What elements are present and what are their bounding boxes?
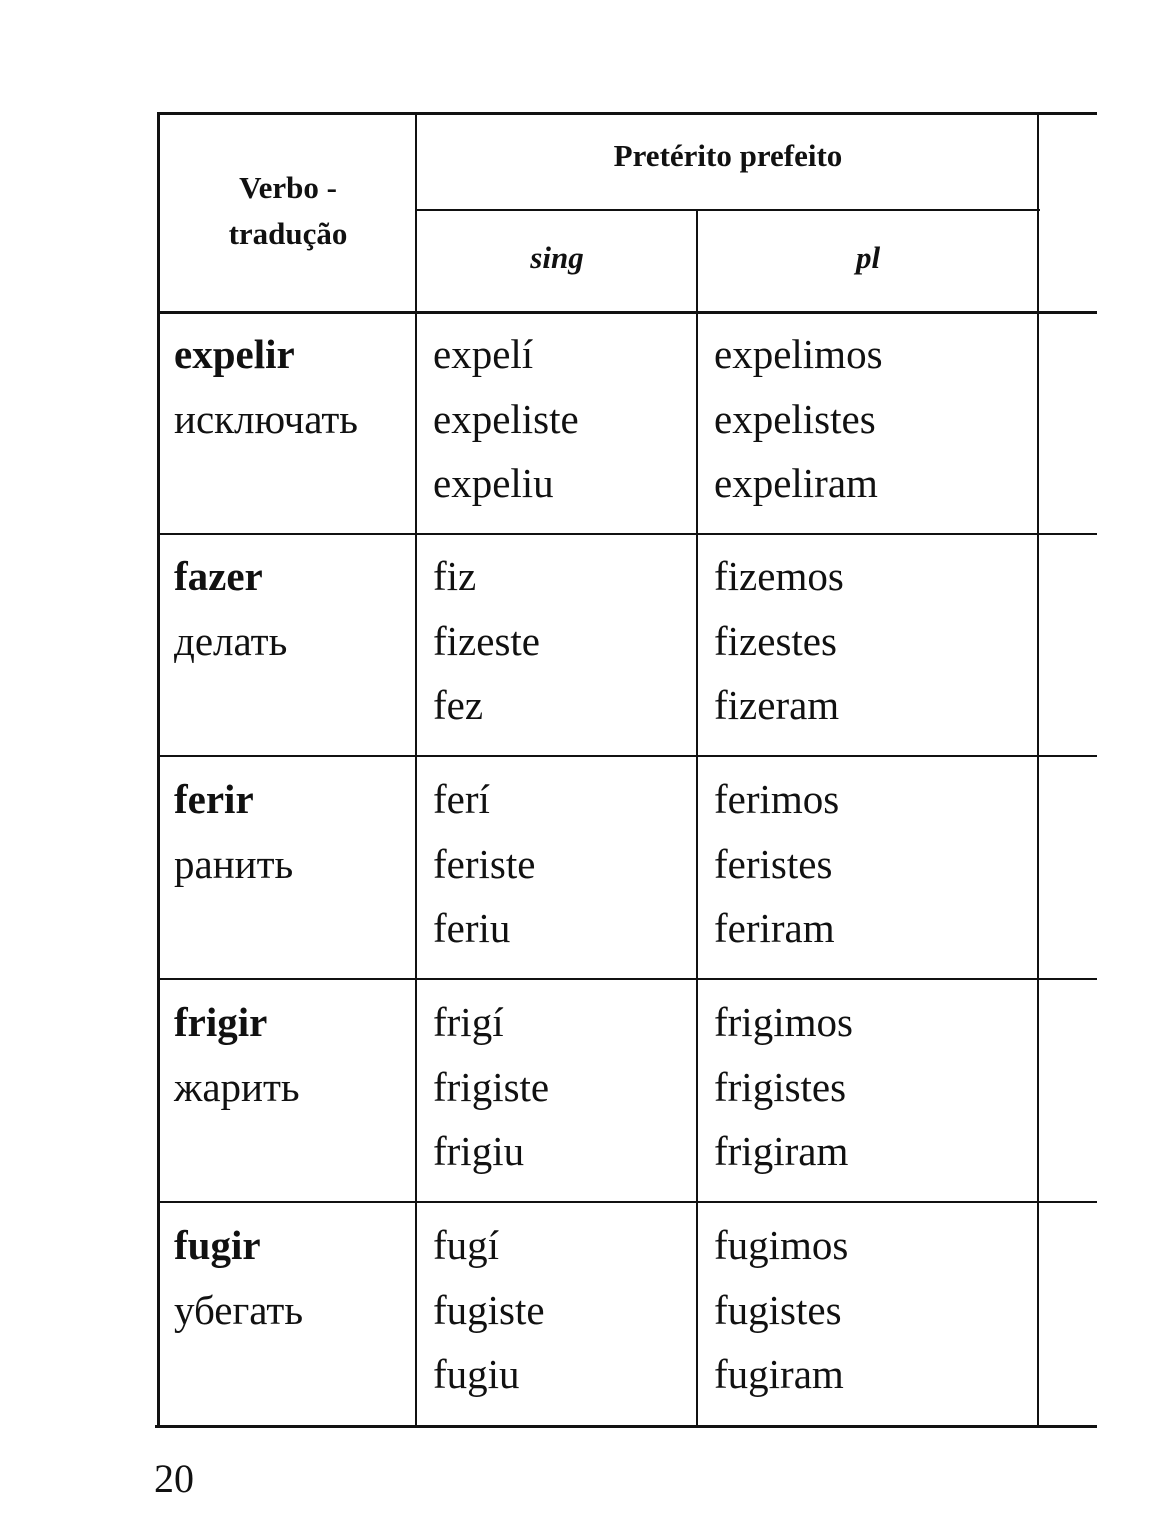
form: feristes [714, 840, 833, 887]
plural-forms-cell [714, 1213, 848, 1407]
form: expelimos [714, 331, 883, 377]
row-divider [157, 533, 1097, 535]
form: feriu [433, 905, 511, 951]
verb-translation: убегать [174, 1286, 304, 1333]
header-tense: Pretérito prefeito [613, 138, 843, 173]
plural-forms-cell [714, 322, 883, 516]
form: ferí [433, 776, 490, 822]
form: fugí [433, 1222, 500, 1268]
form: expeliram [714, 460, 878, 506]
row-divider [157, 755, 1097, 757]
form: frigí [433, 999, 504, 1045]
verb-cell [174, 544, 287, 673]
verb-cell [174, 322, 358, 451]
header-singular: sing [530, 240, 584, 275]
verb-infinitive: fugir [174, 1222, 261, 1268]
singular-forms-cell [433, 990, 549, 1184]
form: frigiram [714, 1128, 849, 1174]
column-divider [415, 112, 417, 1428]
form: expeliste [433, 395, 579, 442]
form: feriram [714, 905, 835, 951]
header-plural: pl [855, 240, 881, 275]
header-verb-translation [160, 165, 416, 257]
form: fugiu [433, 1351, 520, 1397]
form: fugimos [714, 1222, 849, 1268]
verb-translation: делать [174, 617, 288, 664]
form: ferimos [714, 776, 840, 822]
form: fizestes [714, 617, 837, 664]
singular-forms-cell [433, 1213, 545, 1407]
form: expelistes [714, 395, 876, 442]
singular-forms-cell [433, 322, 579, 516]
form: frigimos [714, 999, 853, 1045]
column-divider [696, 209, 698, 1428]
verb-cell [174, 1213, 303, 1342]
form: fugiram [714, 1351, 844, 1397]
verb-translation: исключать [174, 395, 358, 442]
page-number: 20 [154, 1456, 194, 1501]
table-top-border [157, 112, 1097, 115]
form: fizeste [433, 617, 540, 664]
verb-infinitive: ferir [174, 776, 254, 822]
plural-forms-cell [714, 767, 839, 961]
header-translation-line: tradução [228, 216, 348, 251]
form: fizemos [714, 553, 844, 599]
row-divider [157, 1201, 1097, 1203]
verb-infinitive: frigir [174, 999, 268, 1045]
table-bottom-border [155, 1425, 1097, 1428]
verb-translation: ранить [174, 840, 294, 887]
table-left-border [157, 112, 160, 1428]
form: frigiste [433, 1063, 550, 1110]
verb-cell [174, 990, 300, 1119]
singular-forms-cell [433, 544, 540, 738]
plural-forms-cell [714, 544, 844, 738]
verb-infinitive: fazer [174, 553, 263, 599]
form: fiz [433, 553, 477, 599]
form: fez [433, 682, 484, 728]
form: feriste [433, 840, 536, 887]
form: fugistes [714, 1286, 842, 1333]
header-bottom-border [157, 311, 1097, 314]
header-split-line [416, 209, 1040, 211]
form: expelí [433, 331, 534, 377]
form: frigiu [433, 1128, 525, 1174]
singular-forms-cell [433, 767, 535, 961]
column-divider [1037, 112, 1039, 1428]
verb-translation: жарить [174, 1063, 300, 1110]
header-verb-line: Verbo - [239, 170, 337, 205]
verb-cell [174, 767, 293, 896]
form: frigistes [714, 1063, 847, 1110]
plural-forms-cell [714, 990, 853, 1184]
row-divider [157, 978, 1097, 980]
form: fizeram [714, 682, 840, 728]
form: expeliu [433, 460, 554, 506]
form: fugiste [433, 1286, 545, 1333]
verb-infinitive: expelir [174, 331, 295, 377]
